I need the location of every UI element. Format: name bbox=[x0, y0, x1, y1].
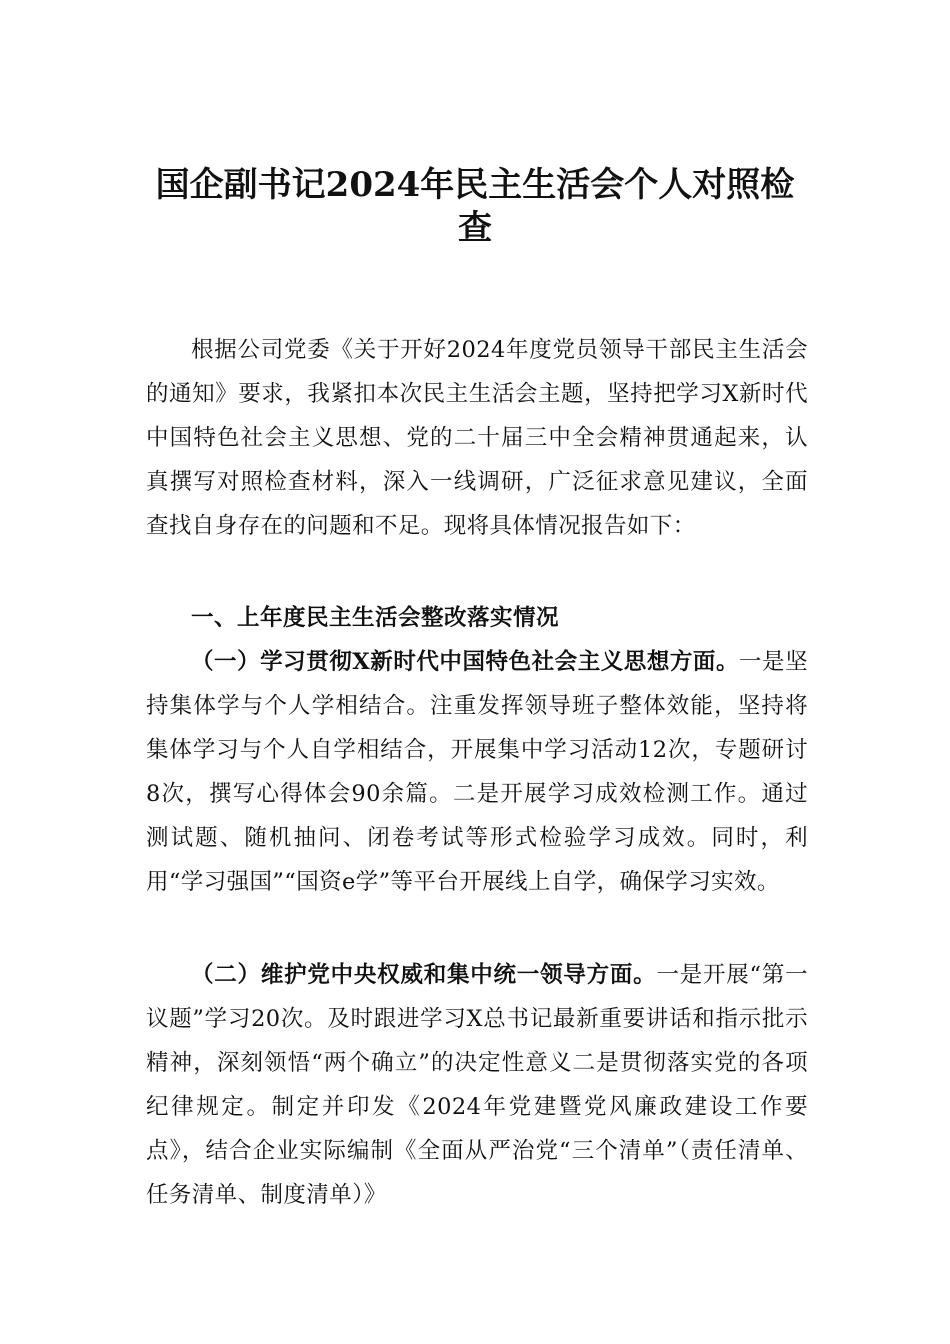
subsection-2-paragraph bbox=[146, 953, 808, 1217]
subsection-1-paragraph bbox=[146, 640, 808, 904]
subsection-2-body: 一是开展“第一议题”学习20次。及时跟进学习X总书记最新重要讲话和指示批示精神，深刻领悟“两个确立”的决定性意义二是贯彻落实党的各项纪律规定。制定并印发《2024年党建暨党风廉政建设工作要点》，结合企业实际编制《全面从严治党“三个清单”（责任清单、任务清单、制度清单）》 bbox=[146, 962, 808, 1208]
subsection-1-lead: （一）学习贯彻X新时代中国特色社会主义思想方面。 bbox=[191, 649, 740, 675]
document-title-line-2: 查 bbox=[458, 208, 492, 248]
section-heading-1: 一、上年度民主生活会整改落实情况 bbox=[191, 605, 560, 631]
intro-paragraph: 根据公司党委《关于开好2024年度党员领导干部民主生活会的通知》要求，我紧扣本次民主生活会主题，坚持把学习X新时代中国特色社会主义思想、党的二十届三中全会精神贯通起来，认真撰写对照检查材料，深入一线调研，广泛征求意见建议，全面查找自身存在的问题和不足。现将具体情况报告如下： bbox=[146, 337, 808, 539]
document-title-line-1: 国企副书记2024年民主生活会个人对照检 bbox=[155, 165, 795, 205]
subsection-1-body: 一是坚持集体学与个人学相结合。注重发挥领导班子整体效能，坚持将集体学习与个人自学相结合，开展集中学习活动12次，专题研讨8次，撰写心得体会90余篇。二是开展学习成效检测工作。通过测试题、随机抽问、闭卷考试等形式检验学习成效。同时，利用“学习强国”“国资e学”等平台开展线上自学，确保学习实效。 bbox=[146, 649, 809, 895]
subsection-2-lead: （二）维护党中央权威和集中统一领导方面。 bbox=[191, 962, 657, 988]
